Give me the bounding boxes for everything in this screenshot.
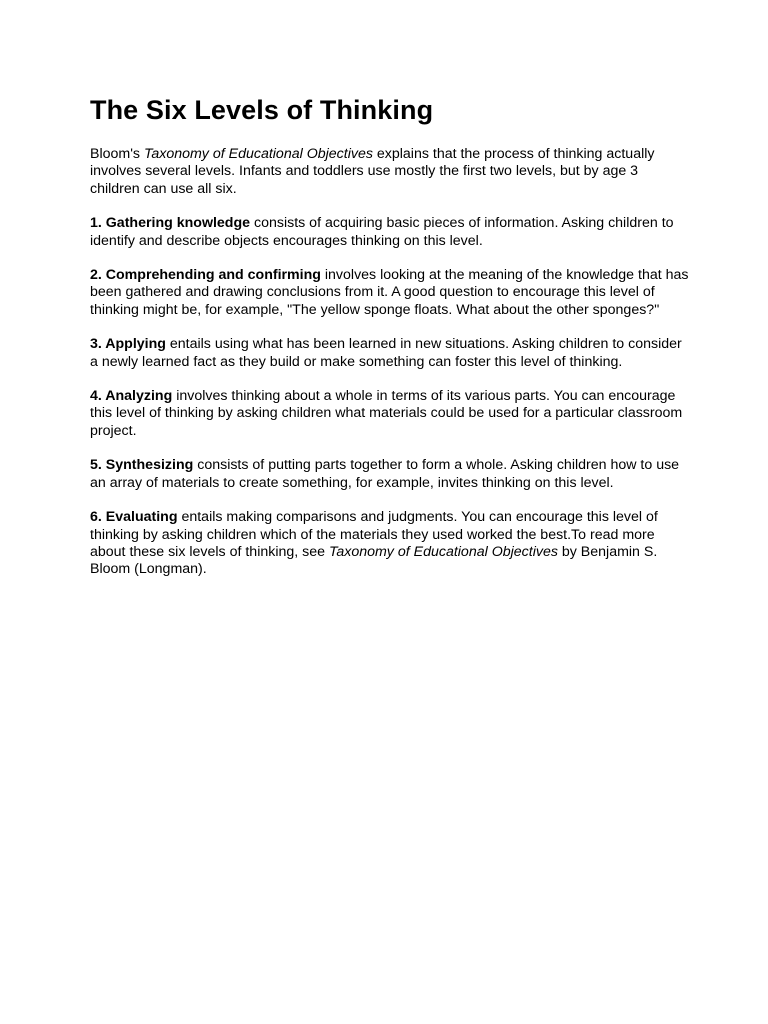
level-heading-5: 5. Synthesizing	[90, 457, 194, 474]
level-paragraph-1	[90, 215, 690, 250]
intro-text-post: explains that the process of thinking actually involves several levels. Infants and toddlers use mostly the first two levels, but by age 3 children can use all six.	[90, 146, 655, 197]
level-heading-3: 3. Applying	[90, 336, 166, 353]
level-paragraph-6	[90, 509, 690, 579]
level-text-1: consists of acquiring basic pieces of information. Asking children to identify and describe objects encourages thinking on this level.	[90, 215, 674, 249]
level-text-5: consists of putting parts together to form a whole. Asking children how to use an array of materials to create something, for example, invites thinking on this level.	[90, 457, 680, 491]
level-text-6: entails making comparisons and judgments. You can encourage this level of thinking by asking children which of the materials they used worked the best.To read more about these six levels of thinking, see	[90, 509, 658, 560]
level-paragraph-3	[90, 336, 690, 371]
level-heading-4: 4. Analyzing	[90, 388, 173, 405]
level-text-4: involves thinking about a whole in terms of its various parts. You can encourage this level of thinking by asking children what materials could be used for a particular classroom project.	[90, 388, 683, 439]
level-heading-6: 6. Evaluating	[90, 509, 178, 526]
level-heading-1: 1. Gathering knowledge	[90, 215, 251, 232]
level-heading-2: 2. Comprehending and confirming	[90, 267, 321, 284]
level-paragraph-5	[90, 457, 690, 492]
page-title: The Six Levels of Thinking	[90, 95, 434, 125]
level-text-3: entails using what has been learned in new situations. Asking children to consider a newly learned fact as they build or make something can foster this level of thinking.	[90, 336, 682, 370]
level-text-2: involves looking at the meaning of the knowledge that has been gathered and drawing conclusions from it. A good question to encourage this level of thinking might be, for example, "The yellow sponge floats. What about the other sponges?"	[90, 267, 689, 318]
document-page	[90, 92, 690, 596]
intro-text-pre: Bloom's	[90, 146, 144, 162]
level-paragraph-4	[90, 388, 690, 440]
intro-paragraph	[90, 146, 690, 198]
reference-book-title: Taxonomy of Educational Objectives	[328, 543, 558, 560]
intro-book-title: Taxonomy of Educational Objectives	[143, 146, 373, 162]
reference-author: by Benjamin S. Bloom (Longman).	[90, 543, 658, 578]
level-paragraph-2	[90, 267, 690, 319]
